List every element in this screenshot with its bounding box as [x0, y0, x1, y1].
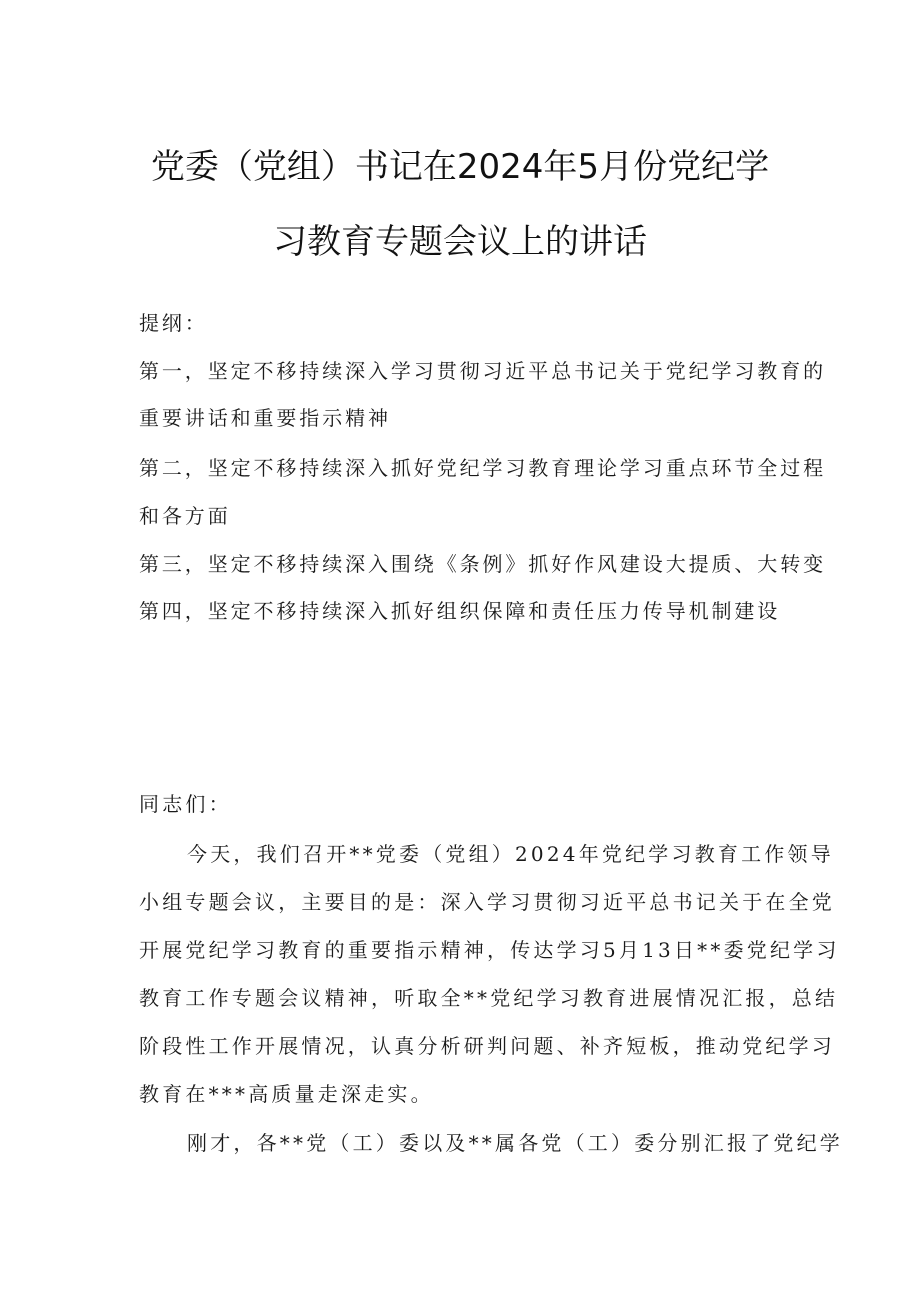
salutation: 同志们：	[139, 792, 232, 816]
paragraph-1-line-6: 教育在***高质量走深走实。	[139, 1082, 434, 1106]
paragraph-1-line-4: 教育工作专题会议精神，听取全**党纪学习教育进展情况汇报，总结	[139, 986, 839, 1010]
outline-line-3: 第二，坚定不移持续深入抓好党纪学习教育理论学习重点环节全过程	[139, 456, 826, 480]
outline-line-4: 和各方面	[139, 504, 231, 528]
outline-line-1: 第一，坚定不移持续深入学习贯彻习近平总书记关于党纪学习教育的	[139, 359, 826, 383]
paragraph-1-line-3: 开展党纪学习教育的重要指示精神，传达学习5月13日**委党纪学习	[139, 938, 840, 962]
outline-heading: 提纲：	[139, 311, 208, 335]
outline-line-6: 第四，坚定不移持续深入抓好组织保障和责任压力传导机制建设	[139, 599, 781, 623]
outline-line-2: 重要讲话和重要指示精神	[139, 406, 391, 430]
paragraph-1-line-1: 今天，我们召开**党委（党组）2024年党纪学习教育工作领导	[187, 842, 834, 866]
outline-line-5: 第三，坚定不移持续深入围绕《条例》抓好作风建设大提质、大转变	[139, 552, 826, 576]
document-title-line-2: 习教育专题会议上的讲话	[273, 222, 647, 262]
paragraph-1-line-2: 小组专题会议，主要目的是：深入学习贯彻习近平总书记关于在全党	[139, 890, 835, 914]
document-title-line-1: 党委（党组）书记在2024年5月份党纪学	[150, 147, 770, 187]
paragraph-1-line-5: 阶段性工作开展情况，认真分析研判问题、补齐短板，推动党纪学习	[139, 1034, 835, 1058]
paragraph-2-line-1: 刚才，各**党（工）委以及**属各党（工）委分别汇报了党纪学	[187, 1131, 843, 1155]
